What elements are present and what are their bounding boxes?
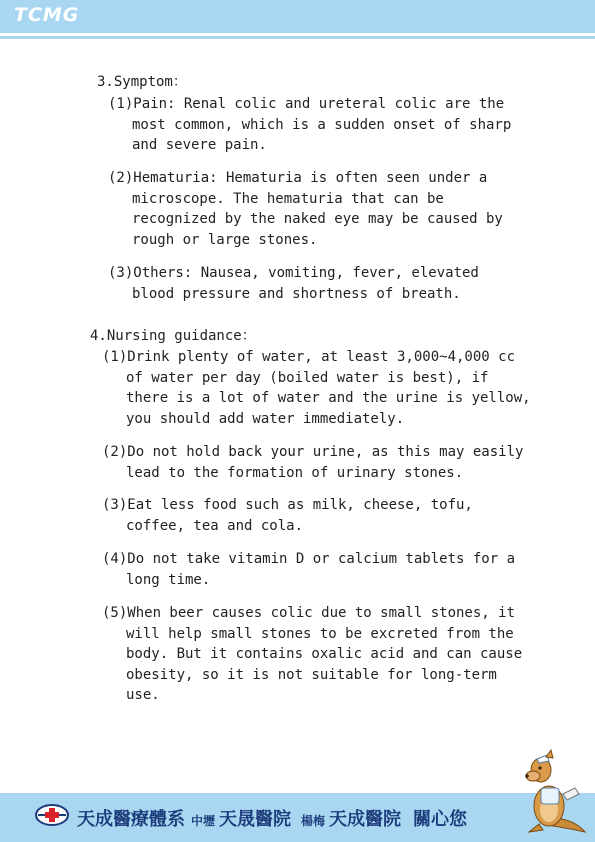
list-item	[108, 168, 503, 250]
footer-hospital-2: 天成醫院	[329, 809, 402, 830]
footer-location-1: 中壢	[191, 814, 216, 828]
item-line: you should add water immediately.	[126, 410, 405, 427]
item-line: rough or large stones.	[132, 231, 318, 248]
item-line: (3)Eat less food such as milk, cheese, tofu,	[102, 497, 473, 513]
item-line: (1)Drink plenty of water, at least 3,000~4,000 cc	[102, 349, 516, 365]
item-line: most common, which is a sudden onset of sharp	[132, 116, 512, 133]
item-line: (3)Others: Nausea, vomiting, fever, elevated	[108, 265, 479, 281]
kangaroo-nurse-mascot-icon	[515, 748, 587, 834]
footer-hospital-text	[77, 805, 467, 831]
item-line: (2)Hematuria: Hematuria is often seen under a	[108, 170, 488, 186]
list-item	[102, 603, 522, 706]
header-divider	[0, 36, 595, 39]
item-line: (1)Pain: Renal colic and ureteral colic are the	[108, 96, 505, 112]
footer-location-2: 楊梅	[301, 814, 326, 828]
item-line: body. But it contains oxalic acid and can cause	[126, 646, 523, 662]
list-item	[102, 442, 523, 483]
item-line: use.	[126, 687, 160, 703]
section-heading-nursing: 4.Nursing guidance：	[90, 328, 256, 344]
item-line: blood pressure and shortness of breath.	[132, 285, 461, 302]
footer-slogan: 關心您	[413, 809, 468, 830]
list-item	[102, 347, 531, 429]
footer-system-name: 天成醫療體系	[77, 809, 185, 830]
footer-band	[0, 793, 595, 842]
item-line: lead to the formation of urinary stones.	[126, 464, 464, 481]
item-line: obesity, so it is not suitable for long-term	[126, 666, 497, 683]
item-line: long time.	[126, 571, 211, 588]
brand-logo-text: TCMG	[14, 4, 80, 26]
item-line: (4)Do not take vitamin D or calcium tablets for a	[102, 551, 516, 567]
list-item	[108, 94, 511, 156]
item-line: there is a lot of water and the urine is yellow,	[126, 390, 531, 406]
item-line: will help small stones to be excreted from the	[126, 625, 514, 642]
list-item	[102, 549, 515, 590]
list-item	[108, 263, 479, 304]
section-heading-symptom: 3.Symptom：	[97, 74, 187, 90]
item-line: recognized by the naked eye may be caused by	[132, 211, 503, 227]
item-line: (2)Do not hold back your urine, as this may easily	[102, 444, 524, 460]
list-item	[102, 495, 473, 536]
item-line: (5)When beer causes colic due to small stones, it	[102, 605, 516, 621]
item-line: microscope. The hematuria that can be	[132, 190, 444, 207]
header-band	[0, 0, 595, 33]
hospital-cross-logo-icon	[35, 804, 69, 826]
item-line: and severe pain.	[132, 137, 267, 153]
footer-hospital-1: 天晟醫院	[219, 809, 292, 830]
item-line: of water per day (boiled water is best), if	[126, 369, 489, 386]
item-line: coffee, tea and cola.	[126, 517, 304, 534]
